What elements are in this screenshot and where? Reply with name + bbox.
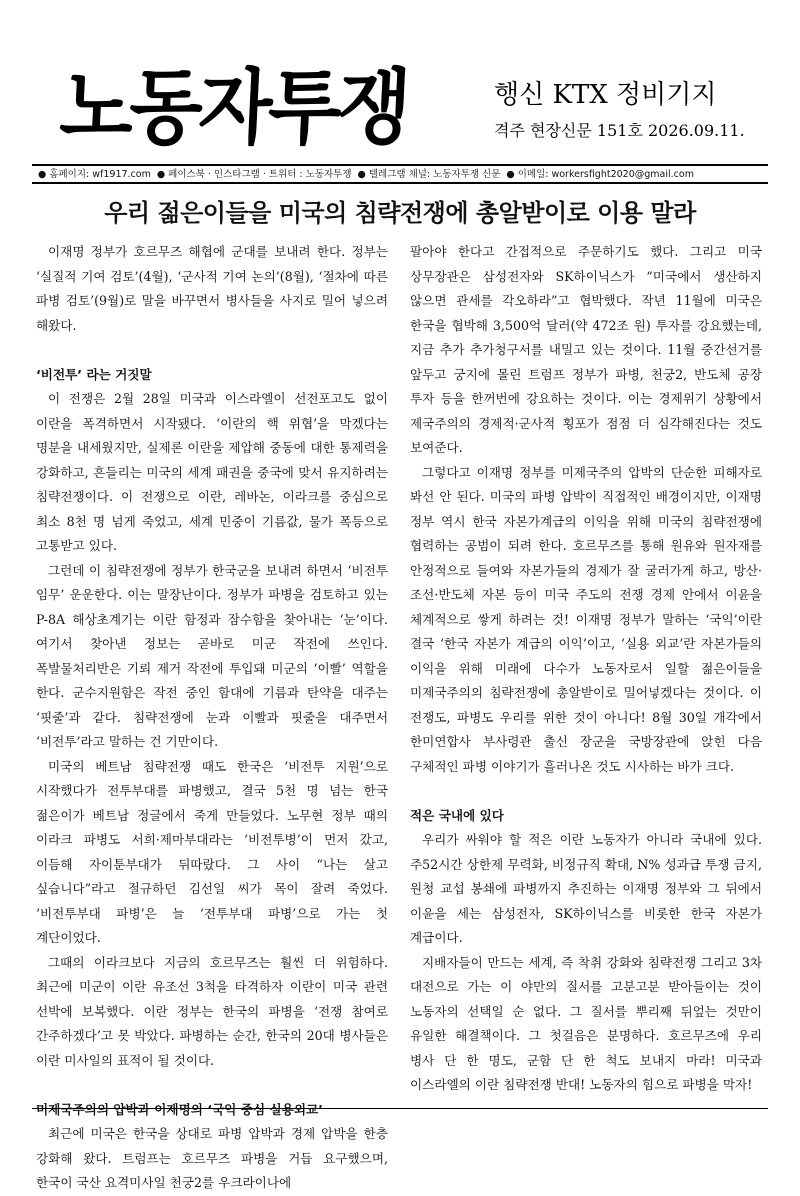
paragraph: 미국의 베트남 침략전쟁 때도 한국은 ‘비전투 지원’으로 시작했다가 전투부대를 파병했고, 결국 5천 명 넘는 한국 젊은이가 베트남 정글에서 죽게 만들었다. 노무현 정부 때의 이라크 파병도 서희·제마부대라는 ‘비전투병’이 먼저 갔고, 이듬해 자이툰부대가 뒤따랐다. 그 사이 “나는 살고 싶습니다”라고 절규하던 김선일 씨가 목이 잘려 죽었다. ‘비전투부대 파병’은 늘 ‘전투부대 파병’으로 가는 첫 계단이었다.: [36, 758, 388, 945]
issue-info: 격주 현장신문 151호 2026.09.11.: [494, 121, 745, 140]
telegram-info: ● 텔레그램 채널: 노동자투쟁 신문: [357, 169, 501, 180]
section-heading: 미제국주의의 압박과 이재명의 ‘국익 중심 실용외교’: [36, 1101, 323, 1117]
social-media-info: ● 페이스북 · 인스타그램 · 트위터 : 노동자투쟁: [156, 169, 352, 180]
bottom-divider: [32, 1108, 768, 1109]
branch-name: 행신 KTX 정비기지: [494, 80, 717, 110]
section-heading: ‘비전투’ 라는 거짓말: [36, 366, 152, 382]
left-column: [36, 240, 388, 1190]
right-column: [410, 240, 762, 1110]
masthead-logo: [57, 58, 430, 158]
homepage-link[interactable]: ● 홈페이지: wf1917.com: [38, 169, 151, 180]
contact-bar: [32, 164, 768, 184]
paragraph: 그런데 이 침략전쟁에 정부가 한국군을 보내려 하면서 ‘비전투 임무’ 운운한다. 이는 말장난이다. 정부가 파병을 검토하고 있는 P-8A 해상초계기는 이란 함정과 잠수함을 찾아내는 ‘눈’이다. 여기서 찾아낸 정보는 곧바로 미군 작전에 쓰인다. 폭발물처리반은 기뢰 제거 작전에 투입돼 미군의 ‘이빨’ 역할을 한다. 군수지원함은 작전 중인 함대에 기름과 탄약을 대주는 ‘핏줄’과 같다. 침략전쟁에 눈과 이빨과 핏줄을 대주면서 ‘비전투’라고 말하는 건 기만이다.: [36, 562, 388, 749]
paragraph: 팔아야 한다고 간접적으로 주문하기도 했다. 그리고 미국 상무장관은 삼성전자와 SK하이닉스가 “미국에서 생산하지 않으면 관세를 각오하라”고 협박했다. 작년 11월에 미국은 한국을 협박해 3,500억 달러(약 472조 원) 투자를 강요했는데, 지금 추가 추가청구서를 내밀고 있는 것이다. 11월 중간선거를 앞두고 궁지에 몰린 트럼프 정부가 파병, 천궁2, 반도체 공장 투자 등을 한꺼번에 강요하는 것이다. 이는 경제위기 상황에서 제국주의의 경제적·군사적 횡포가 점점 더 심각해진다는 것도 보여준다.: [410, 244, 762, 455]
paragraph: 지배자들이 만드는 세계, 즉 착취 강화와 침략전쟁 그리고 3차 대전으로 가는 이 야만의 질서를 고분고분 받아들이는 것이 노동자의 선택일 순 없다. 그 질서를 뿌리째 뒤엎는 것만이 유일한 해결책이다. 그 첫걸음은 분명하다. 호르무즈에 우리 병사 단 한 명도, 군함 단 한 척도 보내지 마라! 미국과 이스라엘의 이란 침략전쟁 반대! 노동자의 힘으로 파병을 막자!: [410, 954, 762, 1092]
paragraph: 이재명 정부가 호르무즈 해협에 군대를 보내려 한다. 정부는 ‘실질적 기여 검토’(4월), ‘군사적 기여 논의’(8월), ‘절차에 따른 파병 검토’(9월)로 말을 바꾸면서 병사들을 사지로 밀어 넣으려 해왔다.: [36, 244, 388, 333]
paragraph: 우리가 싸워야 할 적은 이란 노동자가 아니라 국내에 있다. 주52시간 상한제 무력화, 비정규직 확대, N% 성과급 투쟁 금지, 원청 교섭 봉쇄에 파병까지 추진하는 이재명 정부와 그 뒤에서 이윤을 세는 삼성전자, SK하이닉스를 비롯한 한국 자본가 계급이다.: [410, 832, 762, 945]
paragraph: 최근에 미국은 한국을 상대로 파병 압박과 경제 압박을 한층 강화해 왔다. 트럼프는 호르무즈 파병을 거듭 요구했으며, 한국이 국산 요격미사일 천궁2를 우크라이나에: [36, 1126, 388, 1190]
paragraph: 이 전쟁은 2월 28일 미국과 이스라엘이 선전포고도 없이 이란을 폭격하면서 시작됐다. ‘이란의 핵 위협’을 막겠다는 명분을 내세웠지만, 실제론 이란을 제압해 중동에 대한 통제력을 강화하고, 흔들리는 미국의 세계 패권을 중국에 맞서 유지하려는 침략전쟁이다. 이 전쟁으로 이란, 레바논, 이라크를 중심으로 최소 8천 명 넘게 죽었고, 세계 민중이 기름값, 물가 폭등으로 고통받고 있다.: [36, 391, 388, 553]
paragraph: 그렇다고 이재명 정부를 미제국주의 압박의 단순한 피해자로 봐선 안 된다. 미국의 파병 압박이 직접적인 배경이지만, 이재명 정부 역시 한국 자본가계급의 이익을 위해 미국의 침략전쟁에 협력하는 공범이 되려 한다. 호르무즈를 통해 원유와 원자재를 안정적으로 들여와 자본가들의 경제가 잘 굴러가게 하고, 방산·조선·반도체 자본 등이 미국 주도의 전쟁 경제 안에서 이윤을 체계적으로 쌓게 하려는 것! 이재명 정부가 말하는 ‘국익’이란 결국 ‘한국 자본가 계급의 이익’이고, ‘실용 외교’란 자본가들의 이익을 위해 미래에 다수가 노동자로서 일할 젊은이들을 미제국주의의 침략전쟁에 총알받이로 밀어넣겠다는 것이다. 이 전쟁도, 파병도 우리를 위한 것이 아니다! 8월 30일 개각에서 한미연합사 부사령관 출신 장군을 국방장관에 앉힌 다음 구체적인 파병 이야기가 흘러나온 것도 시사하는 바가 크다.: [410, 464, 762, 774]
email-link[interactable]: ● 이메일: workersfight2020@gmail.com: [506, 169, 694, 180]
paragraph: 그때의 이라크보다 지금의 호르무즈는 훨씬 더 위험하다. 최근에 미군이 이란 유조선 3척을 타격하자 이란이 미국 관련 선박에 보복했다. 이란 정부는 한국의 파병을 ‘전쟁 참여로 간주하겠다’고 못 박았다. 파병하는 순간, 한국의 20대 병사들은 이란 미사일의 표적이 될 것이다.: [36, 954, 388, 1068]
section-heading: 적은 국내에 있다: [410, 807, 504, 823]
article-headline: 우리 젊은이들을 미국의 침략전쟁에 총알받이로 이용 말라: [104, 199, 696, 227]
masthead-title: 노동자투쟁: [57, 59, 410, 156]
